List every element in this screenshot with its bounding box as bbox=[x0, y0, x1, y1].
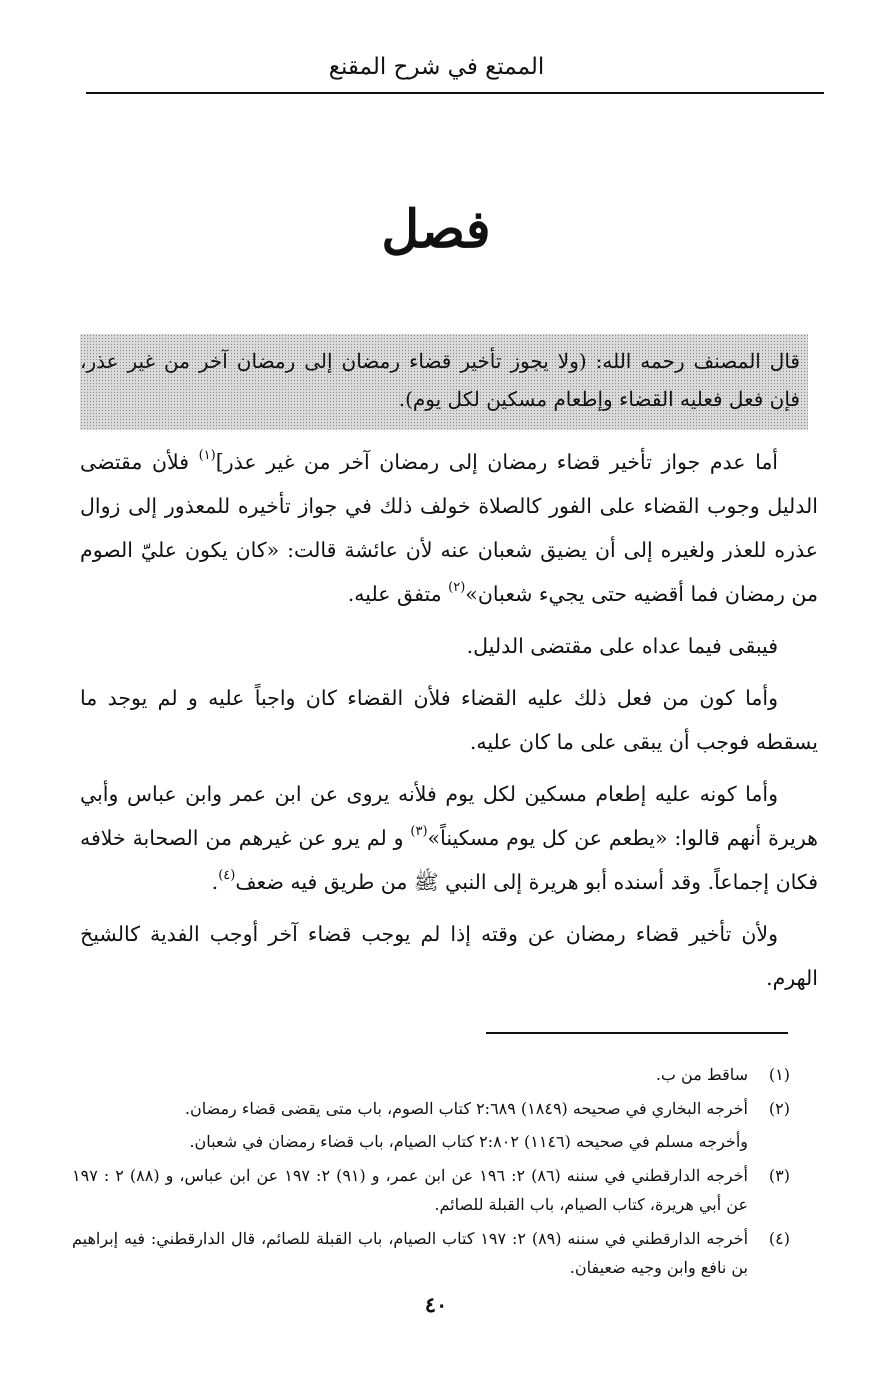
matn-quote-box: قال المصنف رحمه الله: (ولا يجوز تأخير قضاء رمضان إلى رمضان آخر من غير عذر، فإن فعل فعليه القضاء وإطعام مسكين لكل يوم). bbox=[80, 334, 808, 430]
footnote-text: أخرجه الدارقطني في سننه (٨٦) ٢: ١٩٦ عن ابن عمر، و (٩١) ٢: ١٩٧ عن ابن عباس، و (٨٨) ٢ : ١٩٧ عن أبي هريرة، كتاب الصيام، باب القبلة للصائم. bbox=[72, 1166, 749, 1214]
paragraph-4: وأما كونه عليه إطعام مسكين لكل يوم فلأنه يروى عن ابن عمر وابن عباس وأبي هريرة أنهم قالوا: «يطعم عن كل يوم مسكيناً»$^{(٣)}$ و لم يرو عن غيرهم من الصحابة خلافه فكان إجماعاً. وقد أسنده أبو هريرة إلى النبي ﷺ من طريق فيه ضعف$^{(٤)}$. bbox=[80, 782, 818, 894]
footnote-ref[interactable]: (٣) bbox=[410, 824, 428, 839]
footnote-separator bbox=[486, 1032, 788, 1034]
footnote-1 bbox=[72, 1060, 790, 1089]
footnote-ref[interactable]: (٢) bbox=[448, 580, 466, 595]
footnote-number: (٣) bbox=[768, 1166, 790, 1185]
paragraph-5: ولأن تأخير قضاء رمضان عن وقته إذا لم يوجب قضاء آخر أوجب الفدية كالشيخ الهرم. bbox=[80, 922, 818, 990]
footnote-4 bbox=[72, 1224, 790, 1282]
footnote-text: أخرجه الدارقطني في سننه (٨٩) ٢: ١٩٧ كتاب الصيام، باب القبلة للصائم، قال الدارقطني: فيه إبراهيم بن نافع وابن وجيه ضعيفان. bbox=[72, 1229, 749, 1277]
footnotes bbox=[72, 1060, 790, 1287]
page-number: ٤٠ bbox=[424, 1292, 448, 1317]
section-title: فصل bbox=[381, 199, 491, 260]
footnote-number: (٢) bbox=[768, 1099, 790, 1118]
footnote-number: (٤) bbox=[768, 1229, 790, 1248]
footnote-ref[interactable]: (٤) bbox=[218, 868, 236, 883]
paragraph-2: فيبقى فيما عداه على مقتضى الدليل. bbox=[466, 634, 778, 658]
footnote-2 bbox=[72, 1094, 790, 1156]
footnote-number: (١) bbox=[768, 1065, 790, 1084]
paragraph-1: أما عدم جواز تأخير قضاء رمضان إلى رمضان آخر من غير عذر]$^{(١)}$ فلأن مقتضى الدليل وجوب القضاء على الفور كالصلاة خولف ذلك في جواز تأخيره للمعذور إلى زوال عذره للعذر ولغيره إلى أن يضيق شعبان عنه لأن عائشة قالت: «كان يكون عليّ الصوم من رمضان فما أقضيه حتى يجيء شعبان»$^{(٢)}$ متفق عليه. bbox=[80, 448, 818, 606]
footnote-text: أخرجه البخاري في صحيحه (١٨٤٩) ٢:٦٨٩ كتاب الصوم، باب متى يقضى قضاء رمضان. وأخرجه مسلم في صحيحه (١١٤٦) ٢:٨٠٢ كتاب الصيام، باب قضاء رمضان في شعبان. bbox=[184, 1099, 748, 1151]
header-rule bbox=[86, 92, 824, 94]
running-head: الممتع في شرح المقنع bbox=[328, 54, 545, 80]
commentary-body bbox=[80, 440, 818, 1008]
footnote-ref[interactable]: (١) bbox=[198, 448, 216, 463]
footnote-text: ساقط من ب. bbox=[655, 1065, 748, 1084]
footnote-3 bbox=[72, 1161, 790, 1219]
paragraph-3: وأما كون من فعل ذلك عليه القضاء فلأن القضاء كان واجباً عليه و لم يوجد ما يسقطه فوجب أن يبقى على ما كان عليه. bbox=[80, 686, 818, 754]
